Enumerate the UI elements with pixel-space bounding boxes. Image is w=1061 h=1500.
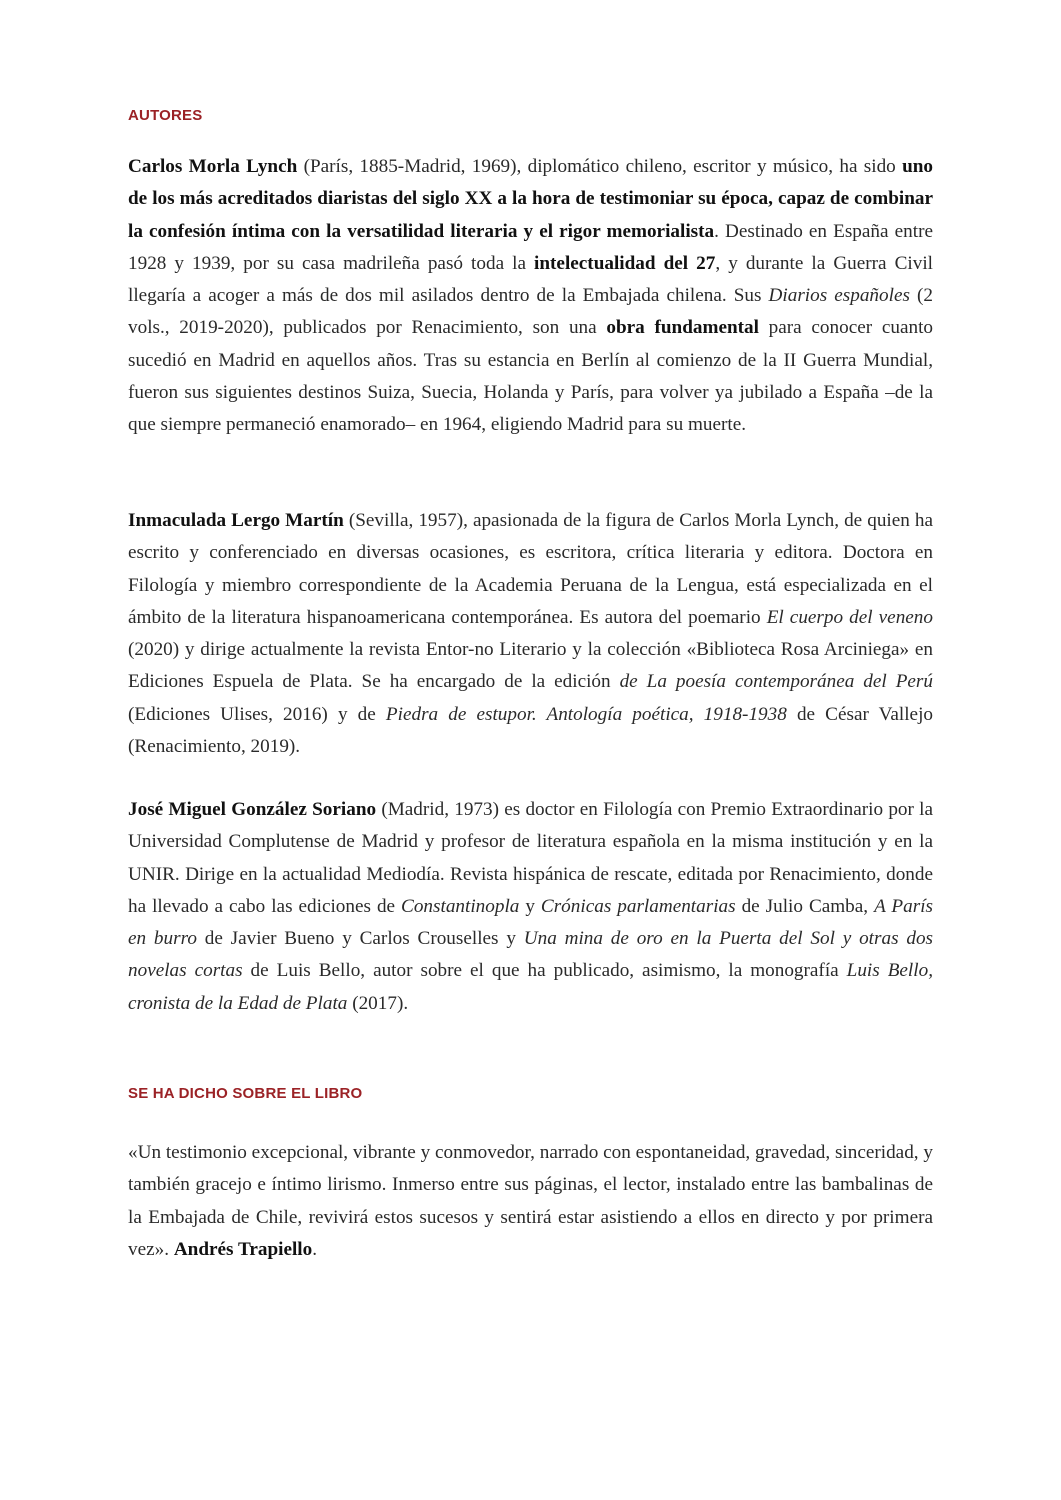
- body-text: .: [312, 1238, 318, 1260]
- body-text: (2020) y dirige actualmente la revista Entor-no Literario y la colección «Biblioteca Rosa Arciniega» en Ediciones Espuela de Plata. Se ha encargado de la edición: [128, 639, 933, 693]
- italic-title: Crónicas parlamentarias: [540, 895, 736, 917]
- body-text: de Julio Camba,: [735, 895, 875, 917]
- bold-text: intelectualidad del 27: [534, 252, 716, 274]
- body-text: de César Vallejo (Renacimiento, 2019).: [128, 703, 933, 758]
- body-text: (Sevilla, 1957), apasionada de la figura de Carlos Morla Lynch, de quien ha escrito y conferenciado en diversas ocasiones, es escritora, crítica literaria y editora. Doctora en Filología y miembro correspondiente de la Academia Peruana de la Lengua, está especializada en el ámbito de la literatura hispanoamericana contemporánea. Es autora del poemario: [128, 510, 933, 628]
- bold-text: obra fundamental: [606, 317, 759, 339]
- body-text: (Madrid, 1973) es doctor en Filología con Premio Extraordinario por la Universidad Complutense de Madrid y profesor de literatura española en la misma institución y en la UNIR. Dirige en la actualidad Mediodía. Revista hispánica de rescate, editada por Renacimiento, donde ha llevado a cabo las ediciones de: [128, 799, 933, 917]
- italic-title: Constantinopla: [401, 895, 520, 917]
- author-bio-morla-lynch: [128, 151, 933, 442]
- bold-text: uno de los más acreditados diaristas del siglo XX a la hora de testimoniar su época, capaz de combinar la confesión íntima con la versatilidad literaria y el rigor memorialista: [128, 156, 933, 242]
- italic-title: Una mina de oro en la Puerta del Sol y otras dos novelas cortas: [128, 928, 933, 982]
- body-text: (Ediciones Ulises, 2016) y de: [128, 703, 386, 725]
- bold-text: José Miguel González Soriano: [128, 799, 377, 820]
- body-text: de Luis Bello, autor sobre el que ha publicado, asimismo, la monografía: [242, 960, 847, 982]
- author-bio-lergo-martin: [128, 505, 933, 763]
- bold-text: Inmaculada Lergo Martín: [128, 510, 344, 531]
- body-text: . Destinado en España entre 1928 y 1939, por su casa madrileña pasó toda la: [128, 220, 933, 274]
- italic-title: Luis Bello, cronista de la Edad de Plata: [128, 960, 933, 1014]
- body-text: «Un testimonio excepcional, vibrante y conmovedor, narrado con espontaneidad, gravedad, sinceridad, y también gracejo e íntimo lirismo. Inmerso entre sus páginas, el lector, instalado entre las bambalinas de la Embajada de Chile, revivirá estos sucesos y sentirá estar asistiendo a ellos en directo y por primera vez».: [128, 1142, 933, 1260]
- author-bio-gonzalez-soriano: [128, 794, 933, 1020]
- body-text: y: [519, 895, 541, 917]
- body-text: , y durante la Guerra Civil llegaría a acoger a más de dos mil asilados dentro de la Embajada chilena. Sus: [128, 252, 934, 307]
- italic-title: Piedra de estupor. Antología poética, 1918-1938: [385, 703, 787, 725]
- section-heading-reviews: SE HA DICHO SOBRE EL LIBRO: [128, 1085, 363, 1102]
- bold-text: Carlos Morla Lynch: [128, 156, 298, 177]
- italic-title: de La poesía contemporánea del Perú: [619, 671, 933, 693]
- body-text: (París, 1885-Madrid, 1969), diplomático chileno, escritor y músico, ha sido: [297, 156, 903, 177]
- review-quote: [128, 1137, 933, 1266]
- body-text: (2 vols., 2019-2020), publicados por Renacimiento, son una: [128, 285, 933, 339]
- body-text: (2017).: [347, 992, 409, 1014]
- italic-title: El cuerpo del veneno: [766, 606, 933, 628]
- italic-title: A París en burro: [128, 895, 933, 950]
- italic-title: Diarios españoles: [768, 285, 910, 307]
- body-text: de Javier Bueno y Carlos Crouselles y: [196, 928, 524, 950]
- section-heading-authors: AUTORES: [128, 107, 203, 124]
- body-text: para conocer cuanto sucedió en Madrid en aquellos años. Tras su estancia en Berlín al comienzo de la II Guerra Mundial, fueron sus siguientes destinos Suiza, Suecia, Holanda y París, para volver ya jubilado a España –de la que siempre permaneció enamorado– en 1964, eligiendo Madrid para su muerte.: [128, 317, 933, 436]
- bold-text: Andrés Trapiello: [173, 1238, 313, 1260]
